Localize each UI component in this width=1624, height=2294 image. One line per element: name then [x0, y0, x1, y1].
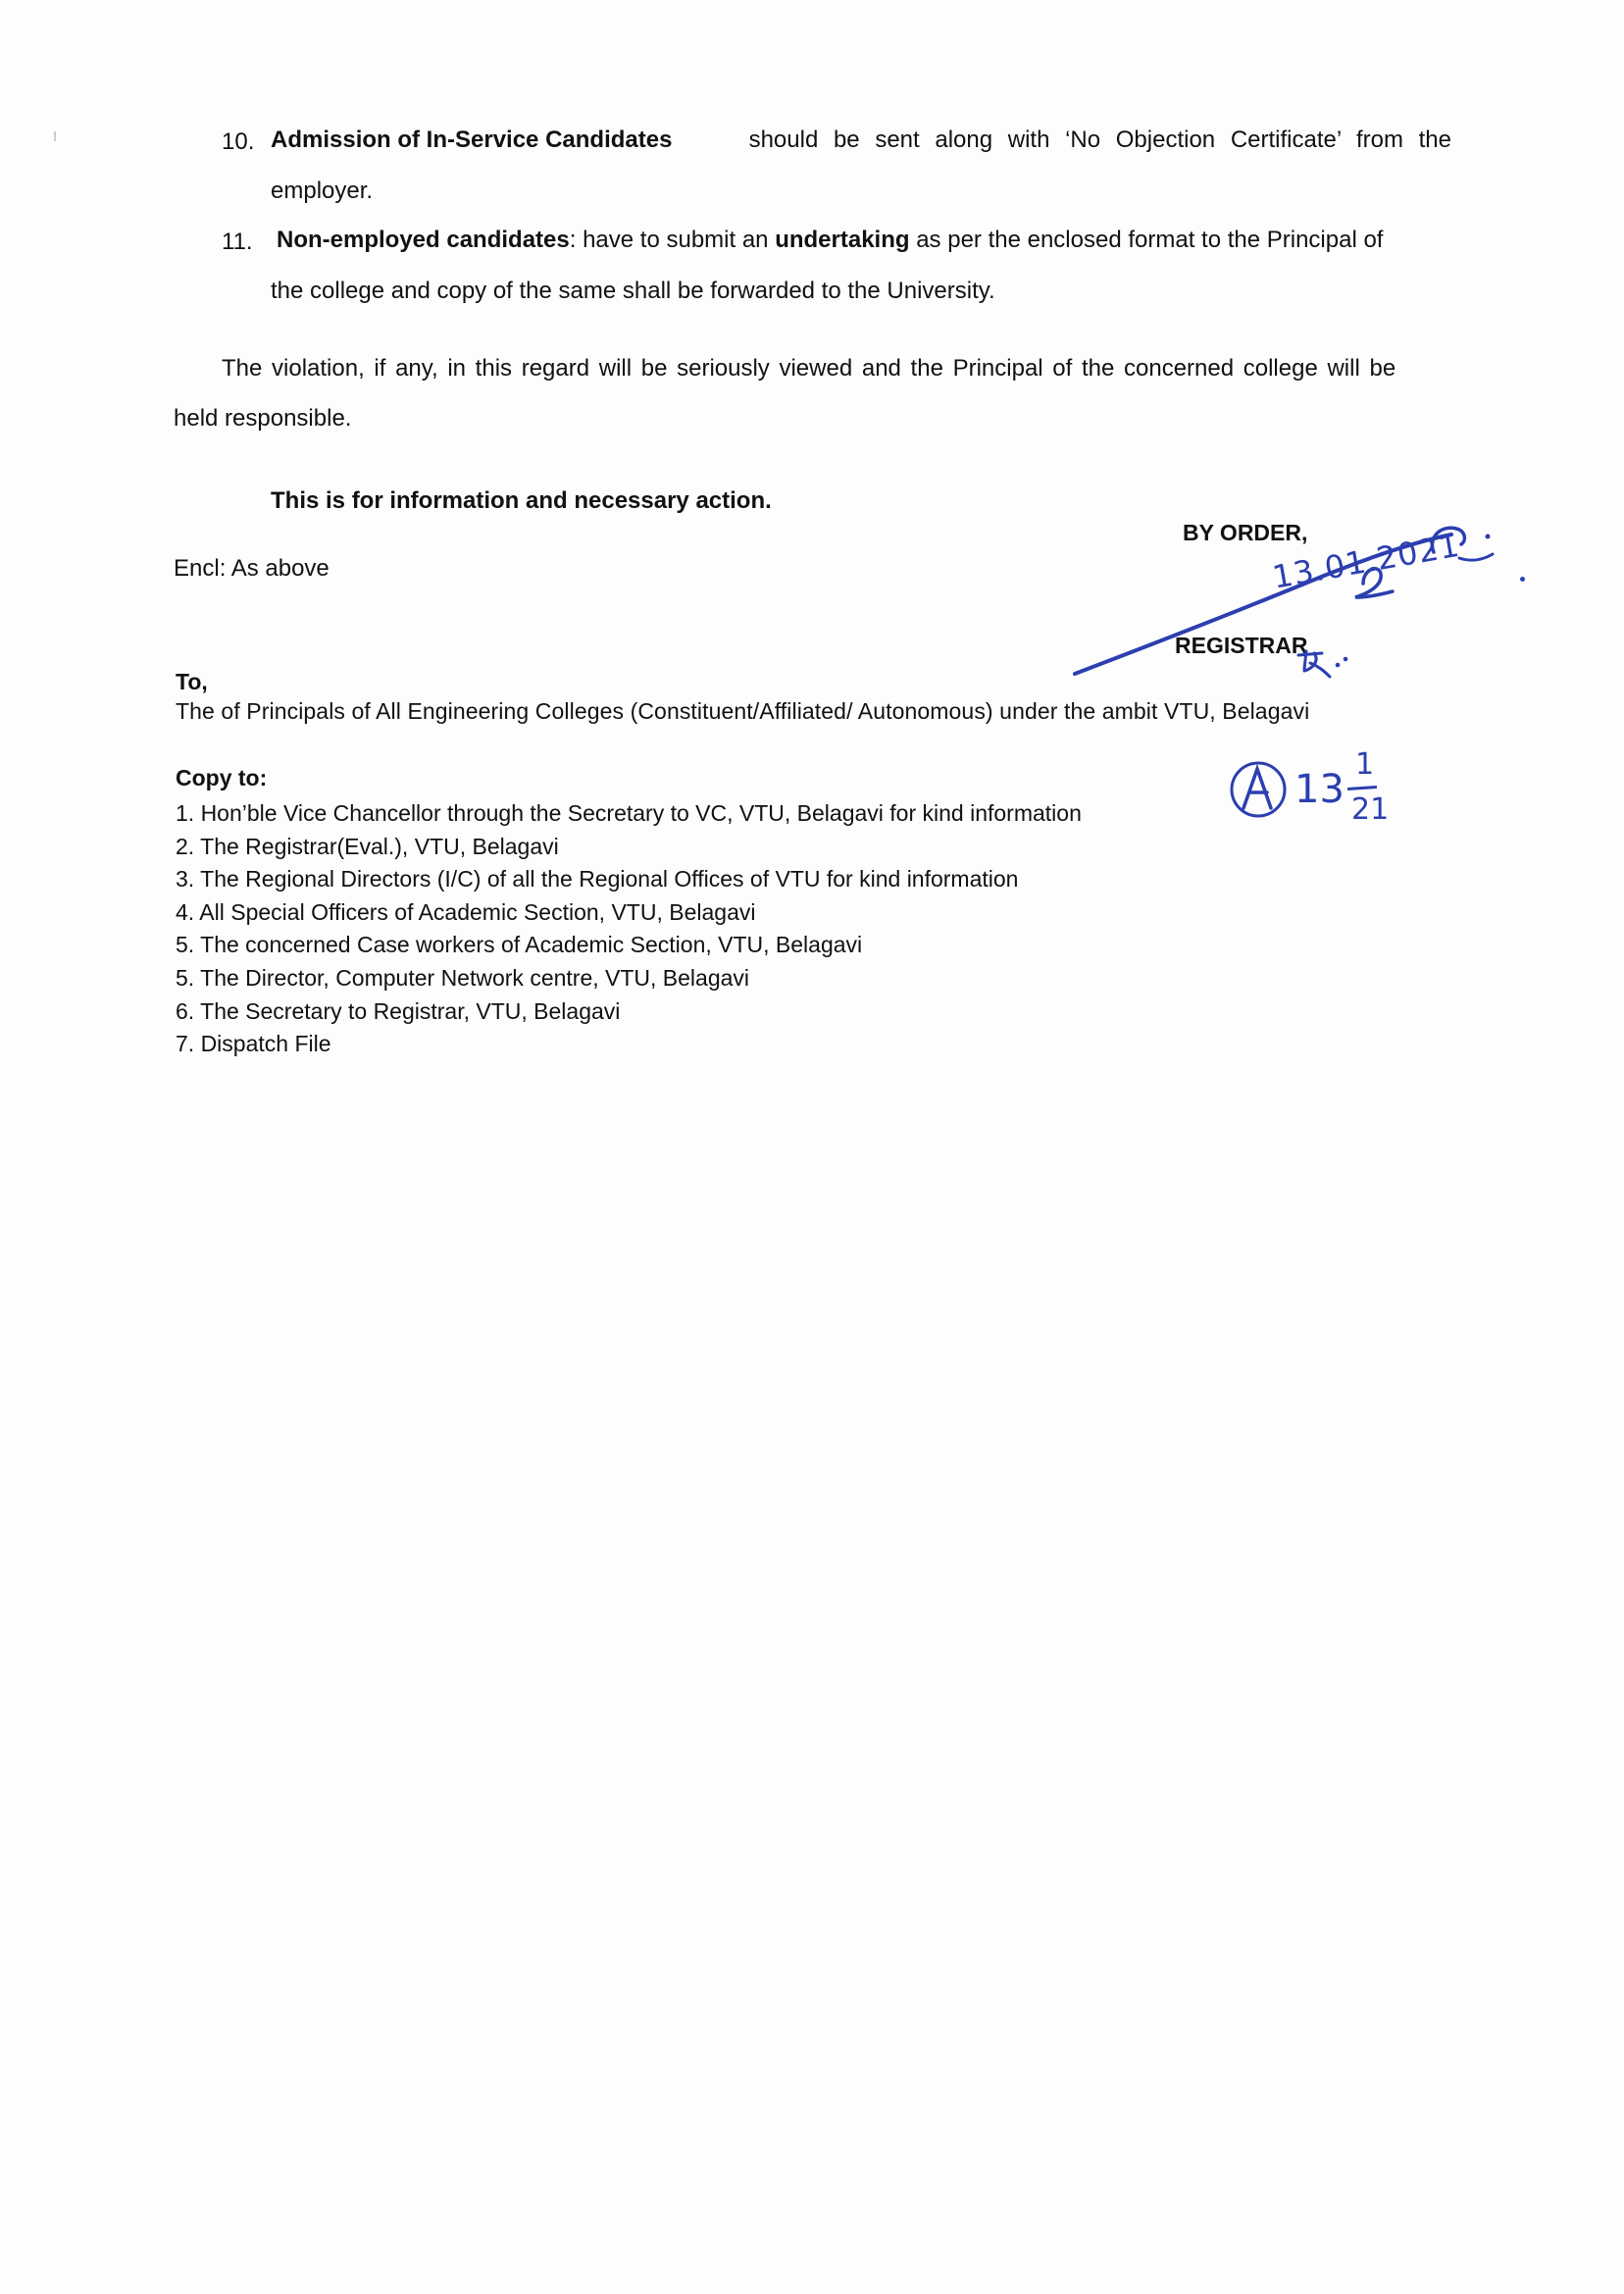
item-11-line1: [277, 226, 1451, 255]
to-recipient: The of Principals of All Engineering Colleges (Constituent/Affiliated/ Autonomous) under the ambit VTU, Belagavi: [176, 698, 1310, 724]
registrar-label: REGISTRAR: [1175, 633, 1308, 658]
item-11-mid: : have to submit an: [569, 227, 769, 253]
note-fraction-top: 1: [1355, 747, 1375, 782]
item-10-rest: should be sent along with ‘No Objection Certificate’ from the: [748, 127, 1451, 153]
item-number: 10.: [222, 128, 255, 155]
note-day: 13: [1294, 767, 1345, 812]
initials-mark: [1293, 647, 1361, 683]
margin-mark: [54, 131, 56, 141]
note-fraction-bottom: 21: [1351, 792, 1390, 827]
to-heading: To,: [176, 669, 208, 694]
list-item: 2. The Registrar(Eval.), VTU, Belagavi: [176, 833, 559, 859]
list-item: 6. The Secretary to Registrar, VTU, Belagavi: [176, 997, 621, 1024]
item-10-bold: Admission of In-Service Candidates: [271, 127, 673, 153]
item-11-bold1: Non-employed candidates: [277, 227, 570, 253]
copy-to-list: [176, 797, 1082, 1061]
list-item: 1. Hon’ble Vice Chancellor through the Secretary to VC, VTU, Belagavi for kind information: [176, 800, 1082, 826]
list-item: 5. The Director, Computer Network centre, VTU, Belagavi: [176, 964, 750, 991]
signature-date: 13.01.2021: [1269, 526, 1463, 596]
item-11-line2: the college and copy of the same shall be forwarded to the University.: [271, 278, 995, 304]
list-item: 7. Dispatch File: [176, 1031, 331, 1057]
copy-to-heading: Copy to:: [176, 765, 268, 790]
list-item: 4. All Special Officers of Academic Section, VTU, Belagavi: [176, 898, 756, 925]
by-order-label: BY ORDER,: [1183, 520, 1308, 545]
violation-line1: The violation, if any, in this regard will be seriously viewed and the Principal of the concerned college will be: [222, 355, 1396, 382]
info-action-statement: This is for information and necessary action.: [271, 487, 772, 514]
item-number: 11.: [222, 229, 253, 255]
ink-dot: [1520, 577, 1525, 582]
item-10-line1: [271, 126, 1451, 155]
circled-a-mark: [1226, 755, 1294, 824]
item-11-rest: as per the enclosed format to the Principal of: [916, 227, 1384, 253]
list-item: 3. The Regional Directors (I/C) of all the Regional Offices of VTU for kind information: [176, 866, 1019, 892]
item-10-line2: employer.: [271, 178, 374, 204]
note-fraction-bar: [1347, 786, 1377, 790]
enclosure-note: Encl: As above: [174, 555, 330, 582]
list-item: 5. The concerned Case workers of Academic Section, VTU, Belagavi: [176, 932, 863, 958]
item-11-bold2: undertaking: [775, 227, 910, 253]
violation-line2: held responsible.: [174, 405, 352, 432]
